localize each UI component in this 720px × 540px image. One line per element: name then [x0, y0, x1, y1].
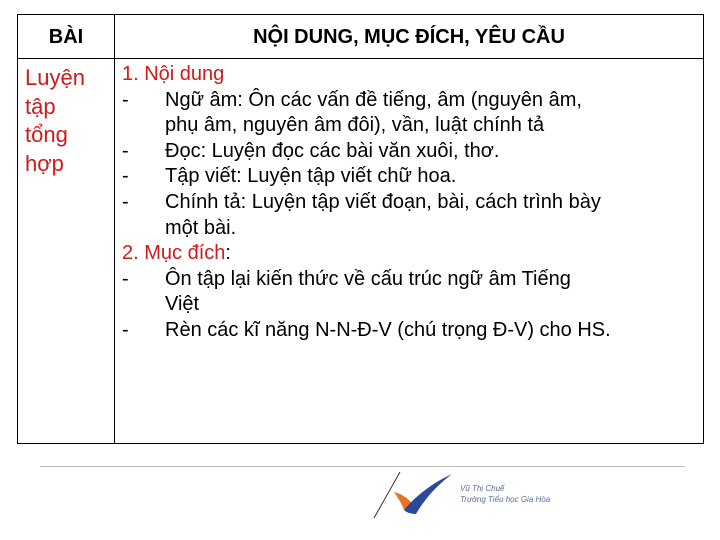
list-item — [122, 164, 702, 190]
school-logo-icon — [370, 470, 460, 520]
list-item-text: phụ âm, nguyên âm đôi), vần, luật chính tả — [165, 114, 545, 137]
list-item — [122, 318, 702, 344]
bullet-dash: - — [122, 267, 129, 290]
lesson-line: tổng — [25, 122, 68, 147]
content-table — [17, 14, 704, 444]
header-content: NỘI DUNG, MỤC ĐÍCH, YÊU CẦU — [253, 26, 565, 48]
footer-credit — [460, 483, 550, 505]
list-item-text: Việt — [165, 293, 200, 316]
section-title-purpose — [122, 241, 702, 267]
bullet-dash: - — [122, 190, 129, 213]
lesson-name — [25, 64, 111, 178]
lesson-line: Luyện — [25, 65, 85, 90]
list-item-text: một bài. — [165, 216, 237, 239]
section-title-text: 2. Mục đích — [122, 242, 226, 265]
footer-divider — [40, 466, 685, 467]
list-item — [122, 88, 702, 114]
list-item — [122, 267, 702, 293]
footer-school: Trường Tiểu học Gia Hòa — [460, 495, 551, 504]
list-item-continuation — [122, 113, 702, 139]
header-divider — [18, 58, 703, 59]
bullet-dash: - — [122, 88, 129, 111]
lesson-line: tập — [25, 93, 56, 119]
lesson-line: hợp — [25, 150, 64, 176]
list-item-text: Rèn các kĩ năng N-N-Đ-V (chú trọng Đ-V) cho HS. — [165, 318, 611, 341]
list-item — [122, 139, 702, 165]
list-item-text: Ôn tập lại kiến thức về cấu trúc ngữ âm Tiếng — [165, 267, 571, 290]
list-item-text: Đọc: Luyện đọc các bài văn xuôi, thơ. — [165, 139, 500, 162]
list-item-text: Chính tả: Luyện tập viết đoạn, bài, cách trình bày — [165, 190, 601, 213]
footer-author: Vũ Thị Chuế — [460, 484, 505, 493]
list-item — [122, 190, 702, 216]
list-item-text: Ngữ âm: Ôn các vấn đề tiếng, âm (nguyên âm, — [165, 88, 582, 111]
list-item-continuation — [122, 216, 702, 242]
bullet-dash: - — [122, 165, 129, 188]
bullet-dash: - — [122, 318, 129, 341]
content-cell — [122, 62, 702, 344]
section-title-content: 1. Nội dung — [122, 63, 225, 85]
header-lesson: BÀI — [48, 26, 84, 48]
section-title-colon: : — [225, 242, 231, 265]
column-divider — [114, 15, 115, 443]
list-item-text: Tập viết: Luyện tập viết chữ hoa. — [165, 165, 457, 188]
list-item-continuation — [122, 292, 702, 318]
bullet-dash: - — [122, 139, 129, 162]
